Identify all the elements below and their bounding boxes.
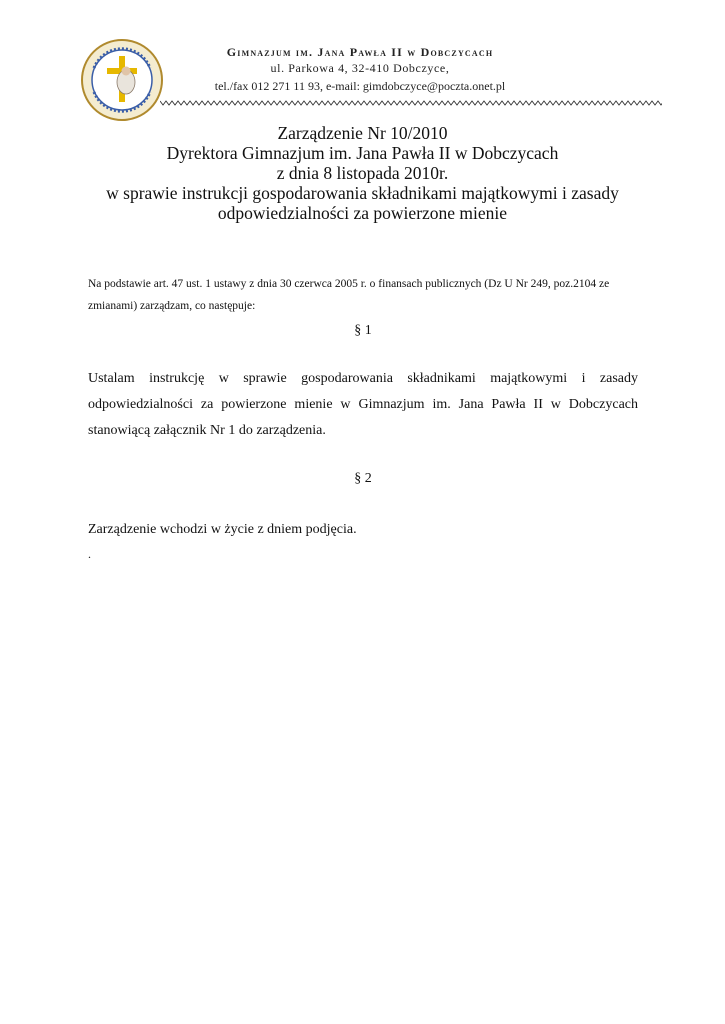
- section-2-line1: Zarządzenie wchodzi w życie z dniem podjęcia.: [88, 522, 357, 537]
- section-2-heading: § 2: [354, 471, 372, 486]
- section-1-line1: Ustalam instrukcję w sprawie gospodarowania składnikami majątkowymi i zasady: [88, 371, 638, 386]
- legal-basis-line2: zmianami) zarządzam, co następuje:: [88, 300, 256, 312]
- section-1-line3: stanowiącą załącznik Nr 1 do zarządzenia.: [88, 423, 326, 438]
- order-issuer: Dyrektora Gimnazjum im. Jana Pawła II w Dobczycach: [166, 143, 559, 163]
- school-contact: tel./fax 012 271 11 93, e-mail: gimdobczyce@poczta.onet.pl: [214, 79, 506, 93]
- order-number: Zarządzenie Nr 10/2010: [277, 123, 448, 143]
- trailing-dot: .: [88, 547, 91, 561]
- order-subject-line1: w sprawie instrukcji gospodarowania składnikami majątkowymi i zasady: [106, 183, 619, 203]
- legal-basis-line1: Na podstawie art. 47 ust. 1 ustawy z dnia 30 czerwca 2005 r. o finansach publicznych (Dz U Nr 249, poz.2104 ze: [88, 278, 610, 290]
- order-subject-line2: odpowiedzialności za powierzone mienie: [217, 203, 508, 223]
- school-name: Gimnazjum im. Jana Pawła II w Dobczycach: [226, 45, 494, 59]
- section-1-heading: § 1: [354, 323, 372, 338]
- school-emblem-icon: [80, 38, 164, 122]
- order-date: z dnia 8 listopada 2010r.: [276, 163, 449, 183]
- letterhead-divider: [160, 98, 662, 108]
- section-1-line2: odpowiedzialności za powierzone mienie w Gimnazjum im. Jana Pawła II w Dobczycach: [88, 397, 638, 412]
- school-address: ul. Parkowa 4, 32-410 Dobczyce,: [270, 61, 450, 75]
